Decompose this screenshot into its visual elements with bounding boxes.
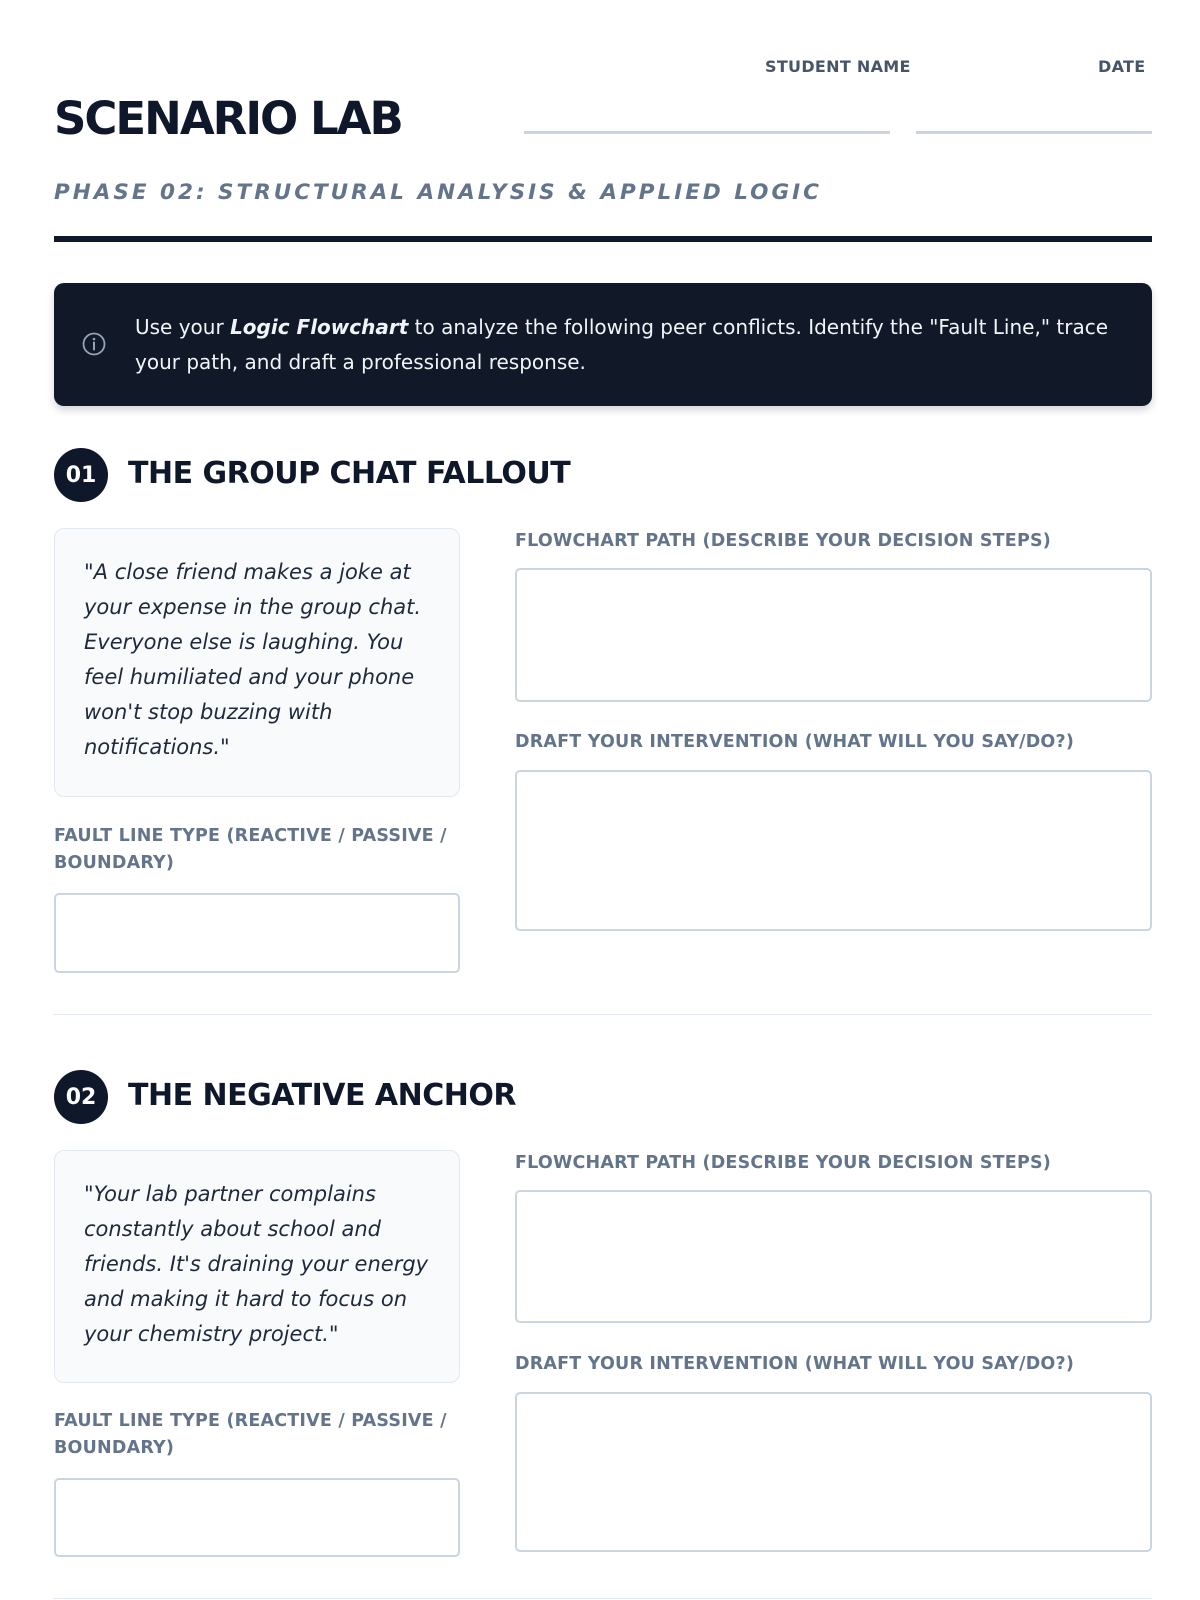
instructions-text-end: to analyze the following peer conflicts. Identify the "Fault Line," trace your path, and draft a professional response. bbox=[135, 315, 1109, 374]
info-icon bbox=[81, 331, 107, 357]
instructions-text-start: Use your bbox=[135, 315, 231, 339]
section-divider bbox=[54, 1014, 1152, 1015]
intervention-input[interactable] bbox=[515, 770, 1152, 931]
flowchart-path-input[interactable] bbox=[515, 1190, 1152, 1323]
section-divider bbox=[54, 1598, 1152, 1599]
instructions-emphasis: Logic Flowchart bbox=[230, 315, 409, 339]
date-label: DATE bbox=[1098, 57, 1146, 76]
scenario-quote: "Your lab partner complains constantly about school and friends. It's draining your energy and making it hard to focus on your chemistry project." bbox=[84, 1182, 429, 1346]
student-name-label: STUDENT NAME bbox=[765, 57, 911, 76]
fault-line-input[interactable] bbox=[54, 1478, 460, 1557]
student-name-field[interactable] bbox=[524, 131, 890, 134]
flowchart-path-label: FLOWCHART PATH (DESCRIBE YOUR DECISION STEPS) bbox=[515, 1153, 1051, 1173]
scenario-number-badge: 02 bbox=[54, 1070, 108, 1124]
flowchart-path-label: FLOWCHART PATH (DESCRIBE YOUR DECISION STEPS) bbox=[515, 531, 1051, 551]
intervention-label: DRAFT YOUR INTERVENTION (WHAT WILL YOU SAY/DO?) bbox=[515, 1354, 1075, 1374]
scenario-quote-card bbox=[54, 528, 460, 797]
fault-line-input[interactable] bbox=[54, 893, 460, 973]
header-divider bbox=[54, 236, 1152, 242]
date-field[interactable] bbox=[916, 131, 1152, 134]
scenario-quote-card bbox=[54, 1150, 460, 1383]
intervention-input[interactable] bbox=[515, 1392, 1152, 1552]
flowchart-path-input[interactable] bbox=[515, 568, 1152, 702]
worksheet-page bbox=[54, 0, 1152, 1458]
scenario-title: THE NEGATIVE ANCHOR bbox=[128, 1078, 516, 1113]
worksheet-header bbox=[54, 0, 1152, 245]
intervention-label: DRAFT YOUR INTERVENTION (WHAT WILL YOU SAY/DO?) bbox=[515, 732, 1075, 752]
scenario-title: THE GROUP CHAT FALLOUT bbox=[128, 456, 571, 491]
fault-line-label: FAULT LINE TYPE (REACTIVE / PASSIVE / BOUNDARY) bbox=[54, 826, 447, 873]
scenario-quote: "A close friend makes a joke at your expense in the group chat. Everyone else is laughing. You feel humiliated and your phone won't stop buzzing with notifications." bbox=[84, 560, 422, 759]
fault-line-label: FAULT LINE TYPE (REACTIVE / PASSIVE / BOUNDARY) bbox=[54, 1411, 447, 1458]
scenario-number-badge: 01 bbox=[54, 448, 108, 502]
instructions-text bbox=[135, 310, 1135, 380]
page-title: SCENARIO LAB bbox=[54, 92, 402, 145]
page-subtitle: PHASE 02: STRUCTURAL ANALYSIS & APPLIED LOGIC bbox=[54, 180, 822, 205]
